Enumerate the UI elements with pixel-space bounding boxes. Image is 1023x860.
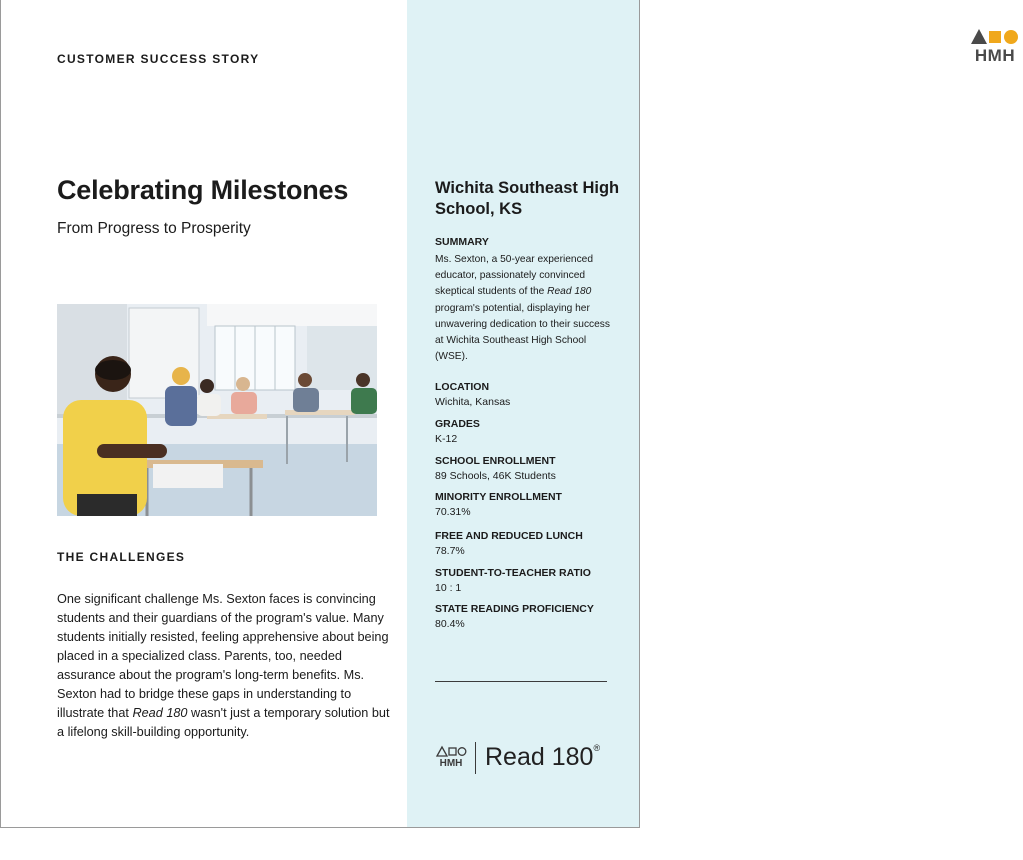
challenges-body-text-end: wasn't just a temporary solution but a lifelong skill-building opportunity. [57, 706, 390, 739]
stat-value: 70.31% [435, 506, 471, 518]
sidebar-panel [407, 0, 1016, 827]
hmh-triangle-square-circle-icon [967, 26, 1023, 46]
summary-label: SUMMARY [435, 236, 489, 248]
stat-value: Wichita, Kansas [435, 396, 511, 408]
product-name: Read 180 [485, 743, 594, 771]
read180-wordmark [485, 743, 600, 772]
page-subtitle: From Progress to Prosperity [57, 220, 251, 237]
summary-text: Ms. Sexton, a 50-year experienced educator, passionately convinced skeptical students of the [435, 254, 593, 298]
read180-logo [435, 738, 625, 778]
page-title: Celebrating Milestones [57, 175, 349, 205]
hmh-logo [967, 26, 1023, 68]
stat-value: 78.7% [435, 545, 465, 557]
stat-label: SCHOOL ENROLLMENT [435, 455, 556, 467]
stat-state-reading-proficiency [435, 603, 625, 630]
hmh-logo-text: HMH [974, 46, 1016, 65]
stat-location [435, 381, 625, 408]
challenges-product-name: Read 180 [132, 706, 188, 720]
stat-minority-enrollment [435, 491, 625, 518]
stat-label: GRADES [435, 418, 480, 430]
stat-label: STUDENT-TO-TEACHER RATIO [435, 567, 591, 579]
stat-label: FREE AND REDUCED LUNCH [435, 530, 583, 542]
stat-free-reduced-lunch [435, 530, 625, 557]
challenges-heading: THE CHALLENGES [57, 550, 186, 564]
stat-label: MINORITY ENROLLMENT [435, 491, 562, 503]
summary-body [435, 252, 621, 365]
challenges-body [57, 590, 399, 742]
stat-student-teacher-ratio [435, 567, 625, 594]
stat-school-enrollment [435, 455, 625, 482]
main-column [1, 0, 407, 827]
stat-value: K-12 [435, 433, 458, 445]
school-name: Wichita Southeast High School, KS [435, 179, 620, 218]
hmh-outline-shapes-icon [435, 745, 467, 757]
classroom-photo [57, 304, 377, 516]
stat-label: STATE READING PROFICIENCY [435, 603, 594, 615]
hmh-small-mark [435, 744, 467, 774]
stat-value: 80.4% [435, 618, 465, 630]
classroom-students-photo-icon [57, 304, 377, 516]
stat-value: 89 Schools, 46K Students [435, 470, 556, 482]
stat-value: 10 : 1 [435, 582, 462, 594]
challenges-body-text: One significant challenge Ms. Sexton faces is convincing students and their guardians of the program's value. Many students initially resisted, feeling apprehensive about being placed in a specialized class. Parents, too, needed assurance about the program's long-term benefits. Ms. Sexton had to bridge these gaps in understanding to illustrate that [57, 592, 389, 720]
summary-text-end: program's potential, displaying her unwavering dedication to their success at Wichita Southeast High School (WSE). [435, 302, 610, 363]
stat-grades [435, 418, 625, 445]
eyebrow-label: CUSTOMER SUCCESS STORY [57, 52, 260, 66]
hmh-small-text: HMH [439, 758, 463, 769]
logo-separator [475, 742, 476, 774]
summary-product-name: Read 180 [547, 286, 592, 298]
trademark-symbol: ® [593, 743, 601, 753]
stat-label: LOCATION [435, 381, 490, 393]
divider [435, 681, 607, 682]
